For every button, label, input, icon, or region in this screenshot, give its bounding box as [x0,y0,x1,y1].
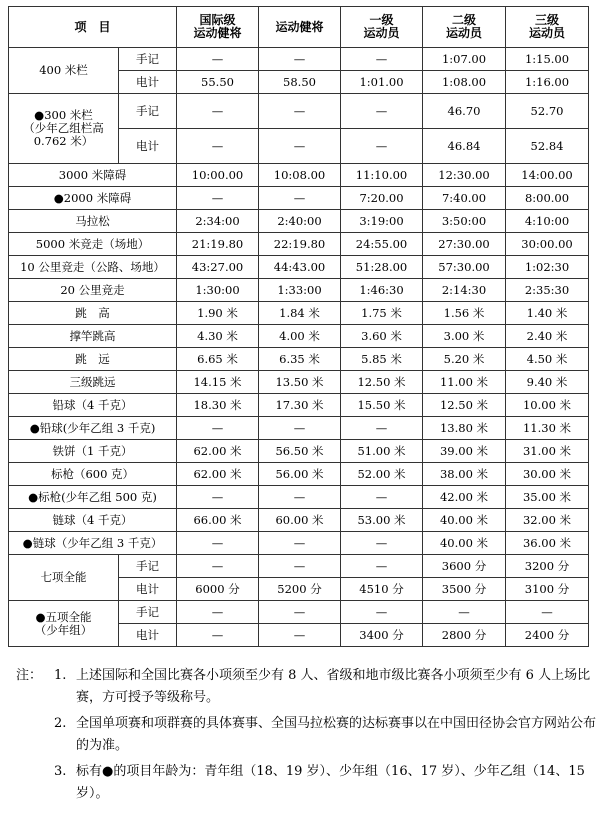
standard-value-cell: — [259,555,341,578]
standard-value-cell: 1.40 米 [506,302,589,325]
event-name-cell: 20 公里竞走 [9,279,177,302]
event-name-cell: 标枪（600 克） [9,463,177,486]
standard-value-cell: 3400 分 [341,624,423,647]
standard-value-cell: 42.00 米 [423,486,506,509]
standard-value-cell: 2400 分 [506,624,589,647]
event-name-cell: ●铅球(少年乙组 3 千克) [9,417,177,440]
standard-value-cell: 4:10:00 [506,210,589,233]
table-row [9,601,589,624]
standard-value-cell: 4.00 米 [259,325,341,348]
table-row [9,279,589,302]
standard-value-cell: 11:10.00 [341,164,423,187]
table-row [9,486,589,509]
timing-method-cell: 电计 [119,129,177,164]
timing-method-cell: 手记 [119,48,177,71]
event-name-cell: 撑竿跳高 [9,325,177,348]
standard-value-cell: 1.56 米 [423,302,506,325]
standard-value-cell: 58.50 [259,71,341,94]
timing-method-cell: 电计 [119,624,177,647]
timing-method-cell: 手记 [119,601,177,624]
note-text: 全国单项赛和项群赛的具体赛事、全国马拉松赛的达标赛事以在中国田径协会官方网站公布的为准。 [76,716,597,753]
standard-value-cell: 55.50 [177,71,259,94]
standard-value-cell: 3100 分 [506,578,589,601]
standard-value-cell: 57:30.00 [423,256,506,279]
standard-value-cell: 11.30 米 [506,417,589,440]
event-name-cell: ●2000 米障碍 [9,187,177,210]
standard-value-cell: 52.84 [506,129,589,164]
standard-value-cell: 3500 分 [423,578,506,601]
standard-value-cell: 11.00 米 [423,371,506,394]
standard-value-cell: 1.75 米 [341,302,423,325]
event-name-cell: 跳 远 [9,348,177,371]
standard-value-cell: — [259,187,341,210]
standard-value-cell: — [341,532,423,555]
header-cell-event: 项 目 [9,7,177,48]
standard-value-cell: 5200 分 [259,578,341,601]
header-cell-master: 运动健将 [259,7,341,48]
standard-value-cell: 15.50 米 [341,394,423,417]
standard-value-cell: — [177,187,259,210]
note-number: 2. [54,716,67,731]
standard-value-cell: 1:16.00 [506,71,589,94]
standard-value-cell: — [259,601,341,624]
standard-value-cell: — [177,94,259,129]
timing-method-cell: 手记 [119,94,177,129]
note-label: 注： [16,668,43,683]
standard-value-cell: 3:50:00 [423,210,506,233]
standard-value-cell: 30.00 米 [506,463,589,486]
standard-value-cell: 1:08.00 [423,71,506,94]
standard-value-cell: 51.00 米 [341,440,423,463]
standard-value-cell: 12.50 米 [423,394,506,417]
standard-value-cell: 31.00 米 [506,440,589,463]
standard-value-cell: — [341,555,423,578]
standard-value-cell: 5.85 米 [341,348,423,371]
standard-value-cell: 7:40.00 [423,187,506,210]
standard-value-cell: — [177,624,259,647]
standard-value-cell: 10:00.00 [177,164,259,187]
table-row [9,394,589,417]
standard-value-cell: — [423,601,506,624]
standard-value-cell: — [259,624,341,647]
header-cell-first-class: 一级 运动员 [341,7,423,48]
standard-value-cell: 1:33:00 [259,279,341,302]
standard-value-cell: — [177,48,259,71]
standard-value-cell: 2:34:00 [177,210,259,233]
standard-value-cell: 10.00 米 [506,394,589,417]
standard-value-cell: 18.30 米 [177,394,259,417]
standard-value-cell: 66.00 米 [177,509,259,532]
standard-value-cell: 2:40:00 [259,210,341,233]
event-name-cell: ●五项全能 （少年组） [9,601,119,647]
event-name-cell: 七项全能 [9,555,119,601]
note-item [16,761,601,805]
timing-method-cell: 电计 [119,71,177,94]
standard-value-cell: 1.90 米 [177,302,259,325]
standard-value-cell: 3200 分 [506,555,589,578]
standard-value-cell: 32.00 米 [506,509,589,532]
standard-value-cell: — [506,601,589,624]
standard-value-cell: — [177,129,259,164]
standard-value-cell: 39.00 米 [423,440,506,463]
standard-value-cell: 17.30 米 [259,394,341,417]
table-row [9,325,589,348]
standard-value-cell: 4.50 米 [506,348,589,371]
event-name-cell: 三级跳远 [9,371,177,394]
standard-value-cell: 1:07.00 [423,48,506,71]
table-row [9,348,589,371]
standard-value-cell: — [341,94,423,129]
table-row [9,210,589,233]
standard-value-cell: 51:28.00 [341,256,423,279]
table-row [9,256,589,279]
standard-value-cell: 13.80 米 [423,417,506,440]
standard-value-cell: 2.40 米 [506,325,589,348]
standard-value-cell: 21:19.80 [177,233,259,256]
standard-value-cell: 30:00.00 [506,233,589,256]
table-row [9,187,589,210]
table-row [9,94,589,129]
note-number: 1. [54,668,67,683]
standard-value-cell: 9.40 米 [506,371,589,394]
standard-value-cell: 22:19.80 [259,233,341,256]
event-name-cell: 马拉松 [9,210,177,233]
note-item [16,665,601,709]
standard-value-cell: 3600 分 [423,555,506,578]
event-name-cell: 跳 高 [9,302,177,325]
standard-value-cell: 46.70 [423,94,506,129]
standard-value-cell: 3.00 米 [423,325,506,348]
event-name-cell: ●标枪(少年乙组 500 克) [9,486,177,509]
standard-value-cell: 56.50 米 [259,440,341,463]
standard-value-cell: — [341,48,423,71]
standard-value-cell: 10:08.00 [259,164,341,187]
standard-value-cell: 3.60 米 [341,325,423,348]
standard-value-cell: 1:15.00 [506,48,589,71]
standard-value-cell: 38.00 米 [423,463,506,486]
table-row [9,509,589,532]
standard-value-cell: 14:00.00 [506,164,589,187]
standard-value-cell: — [259,94,341,129]
table-row [9,233,589,256]
standard-value-cell: 44:43.00 [259,256,341,279]
standard-value-cell: — [177,417,259,440]
timing-method-cell: 电计 [119,578,177,601]
header-cell-third-class: 三级 运动员 [506,7,589,48]
standard-value-cell: 14.15 米 [177,371,259,394]
note-text: 标有●的项目年龄为：青年组（18、19 岁）、少年组（16、17 岁）、少年乙组（14、15 岁）。 [76,764,585,801]
event-name-cell: ●链球（少年乙组 3 千克） [9,532,177,555]
note-item [16,713,601,757]
header-cell-international-master: 国际级 运动健将 [177,7,259,48]
standard-value-cell: 53.00 米 [341,509,423,532]
table-row [9,371,589,394]
standard-value-cell: 5.20 米 [423,348,506,371]
standard-value-cell: 24:55.00 [341,233,423,256]
table-row [9,48,589,71]
standard-value-cell: — [341,129,423,164]
standard-value-cell: 27:30.00 [423,233,506,256]
header-row [9,7,589,48]
event-name-cell: 链球（4 千克） [9,509,177,532]
standard-value-cell: 2:35:30 [506,279,589,302]
table-row [9,555,589,578]
table-row [9,164,589,187]
event-name-cell: 铅球（4 千克） [9,394,177,417]
standard-value-cell: 1:01.00 [341,71,423,94]
standards-document [8,6,597,801]
standard-value-cell: 40.00 米 [423,509,506,532]
standard-value-cell: 12:30.00 [423,164,506,187]
notes-section [16,665,601,809]
standard-value-cell: — [259,486,341,509]
event-name-cell: 5000 米竞走（场地） [9,233,177,256]
standard-value-cell: 2:14:30 [423,279,506,302]
note-label [16,761,54,805]
standard-value-cell: — [177,532,259,555]
standard-value-cell: 36.00 米 [506,532,589,555]
standard-value-cell: 6000 分 [177,578,259,601]
standard-value-cell: — [177,601,259,624]
standard-value-cell: 62.00 米 [177,463,259,486]
timing-method-cell: 手记 [119,555,177,578]
standard-value-cell: 13.50 米 [259,371,341,394]
standard-value-cell: — [259,417,341,440]
event-name-cell: 400 米栏 [9,48,119,94]
standard-value-cell: 4.30 米 [177,325,259,348]
standard-value-cell: — [259,129,341,164]
standard-value-cell: 62.00 米 [177,440,259,463]
table-row [9,463,589,486]
standard-value-cell: — [259,48,341,71]
standard-value-cell: 4510 分 [341,578,423,601]
header-cell-second-class: 二级 运动员 [423,7,506,48]
standard-value-cell: 46.84 [423,129,506,164]
standard-value-cell: 43:27.00 [177,256,259,279]
table-row [9,440,589,463]
standard-value-cell: — [177,555,259,578]
standard-value-cell: 1:46:30 [341,279,423,302]
standard-value-cell: 6.65 米 [177,348,259,371]
standard-value-cell: 8:00.00 [506,187,589,210]
standard-value-cell: 40.00 米 [423,532,506,555]
standard-value-cell: 6.35 米 [259,348,341,371]
note-label [16,713,54,757]
standard-value-cell: 7:20.00 [341,187,423,210]
standard-value-cell: 60.00 米 [259,509,341,532]
standard-value-cell: 56.00 米 [259,463,341,486]
standard-value-cell: 1:30:00 [177,279,259,302]
event-name-cell: ●300 米栏 （少年乙组栏高 0.762 米） [9,94,119,164]
standard-value-cell: 1:02:30 [506,256,589,279]
table-row [9,417,589,440]
standard-value-cell: 12.50 米 [341,371,423,394]
event-name-cell: 铁饼（1 千克） [9,440,177,463]
athletics-grade-standards-table [8,6,589,647]
note-text: 上述国际和全国比赛各小项须至少有 8 人、省级和地市级比赛各小项须至少有 6 人上场比赛，方可授予等级称号。 [76,668,591,705]
event-name-cell: 10 公里竞走（公路、场地） [9,256,177,279]
standard-value-cell: 3:19:00 [341,210,423,233]
table-row [9,302,589,325]
standard-value-cell: 1.84 米 [259,302,341,325]
standard-value-cell: — [177,486,259,509]
standard-value-cell: — [341,601,423,624]
standard-value-cell: 52.70 [506,94,589,129]
standard-value-cell: 2800 分 [423,624,506,647]
table-row [9,532,589,555]
standard-value-cell: 35.00 米 [506,486,589,509]
event-name-cell: 3000 米障碍 [9,164,177,187]
standard-value-cell: — [341,486,423,509]
standard-value-cell: — [259,532,341,555]
standard-value-cell: — [341,417,423,440]
standard-value-cell: 52.00 米 [341,463,423,486]
note-number: 3. [54,764,67,779]
